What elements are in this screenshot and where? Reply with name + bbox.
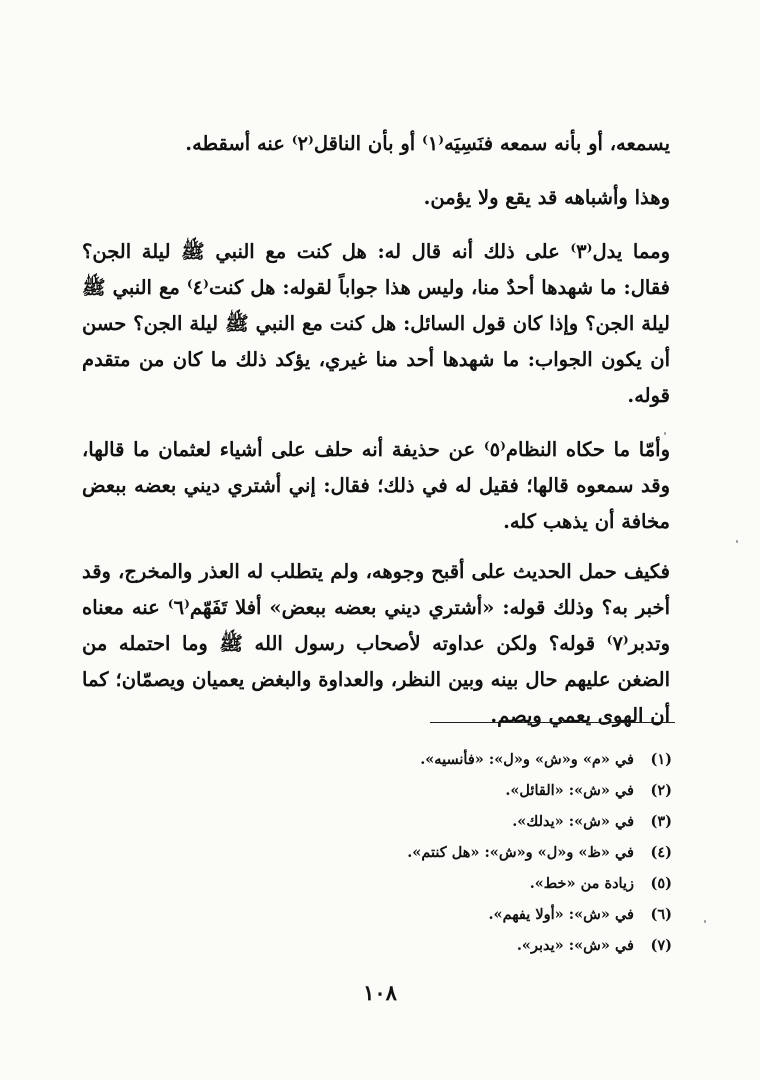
footnote-number: (١) [650,751,672,768]
footnote-3 [252,806,672,837]
footnote-text: زيادة من «خط». [529,875,634,892]
footnotes [252,744,672,961]
paragraph-2: وهذا وأشباهه قد يقع ولا يؤمن. [423,186,670,209]
footnote-text: في «ظ» و«ل» و«ش»: «هل كنتم». [407,844,634,861]
footnote-number: (٧) [650,937,672,954]
footnote-separator [430,722,675,723]
footnote-5 [252,868,672,899]
scan-speck [664,432,666,435]
paragraph-1: يسمعه، أو بأنه سمعه فنَسِيَه⁽١⁾ أو بأن الناقل⁽٢⁾ عنه أسقطه. [185,132,670,155]
scan-speck [704,920,706,923]
footnote-number: (٦) [650,906,672,923]
footnote-7 [252,930,672,961]
footnote-text: في «ش»: «يدلك». [512,813,634,830]
footnote-2 [252,775,672,806]
scan-speck [736,540,738,543]
footnote-number: (٣) [650,813,672,830]
footnote-text: في «م» و«ش» و«ل»: «فأنسيه». [420,751,634,768]
footnote-text: في «ش»: «يدبر». [516,937,634,954]
footnote-4 [252,837,672,868]
footnote-1 [252,744,672,775]
footnote-6 [252,899,672,930]
page-number: ١٠٨ [363,980,397,1005]
paragraph-3: ومما يدل⁽٣⁾ على ذلك أنه قال له: هل كنت مع النبي ﷺ ليلة الجن؟ فقال: ما شهدها أحدٌ منا، وليس هذا جواباً لقوله: هل كنت⁽٤⁾ مع النبي ﷺ ليلة الجن؟ وإذا كان قول السائل: هل كنت مع النبي ﷺ ليلة الجن؟ حسن أن يكون الجواب: ما شهدها أحد منا غيري، يؤكد ذلك ما كان من متقدم قوله. [82,240,671,407]
footnote-number: (٥) [650,875,672,892]
footnote-text: في «ش»: «أولا يفهم». [488,906,634,923]
footnote-number: (٢) [650,782,672,799]
footnote-text: في «ش»: «القائل». [505,782,634,799]
main-text [82,126,670,734]
footnote-number: (٤) [650,844,672,861]
paragraph-5: فكيف حمل الحديث على أقبح وجوهه، ولم يتطلب له العذر والمخرج، وقد أخبر به؟ وذلك قوله: «أشتري ديني بعضه ببعض» أفلا تَفَهّم⁽٦⁾ عنه معناه وتدبر⁽٧⁾ قوله؟ ولكن عداوته لأصحاب رسول الله ﷺ وما احتمله من الضغن عليهم حال بينه وبين النظر، والعداوة والبغض يعميان ويصمّان؛ كما أن الهوى يعمي ويصم. [82,560,670,727]
paragraph-4: وأمّا ما حكاه النظام⁽٥⁾ عن حذيفة أنه حلف على أشياء لعثمان ما قالها، وقد سمعوه قالها؛ فقيل له في ذلك؛ فقال: إني أشتري ديني بعضه ببعض مخافة أن يذهب كله. [82,438,670,533]
